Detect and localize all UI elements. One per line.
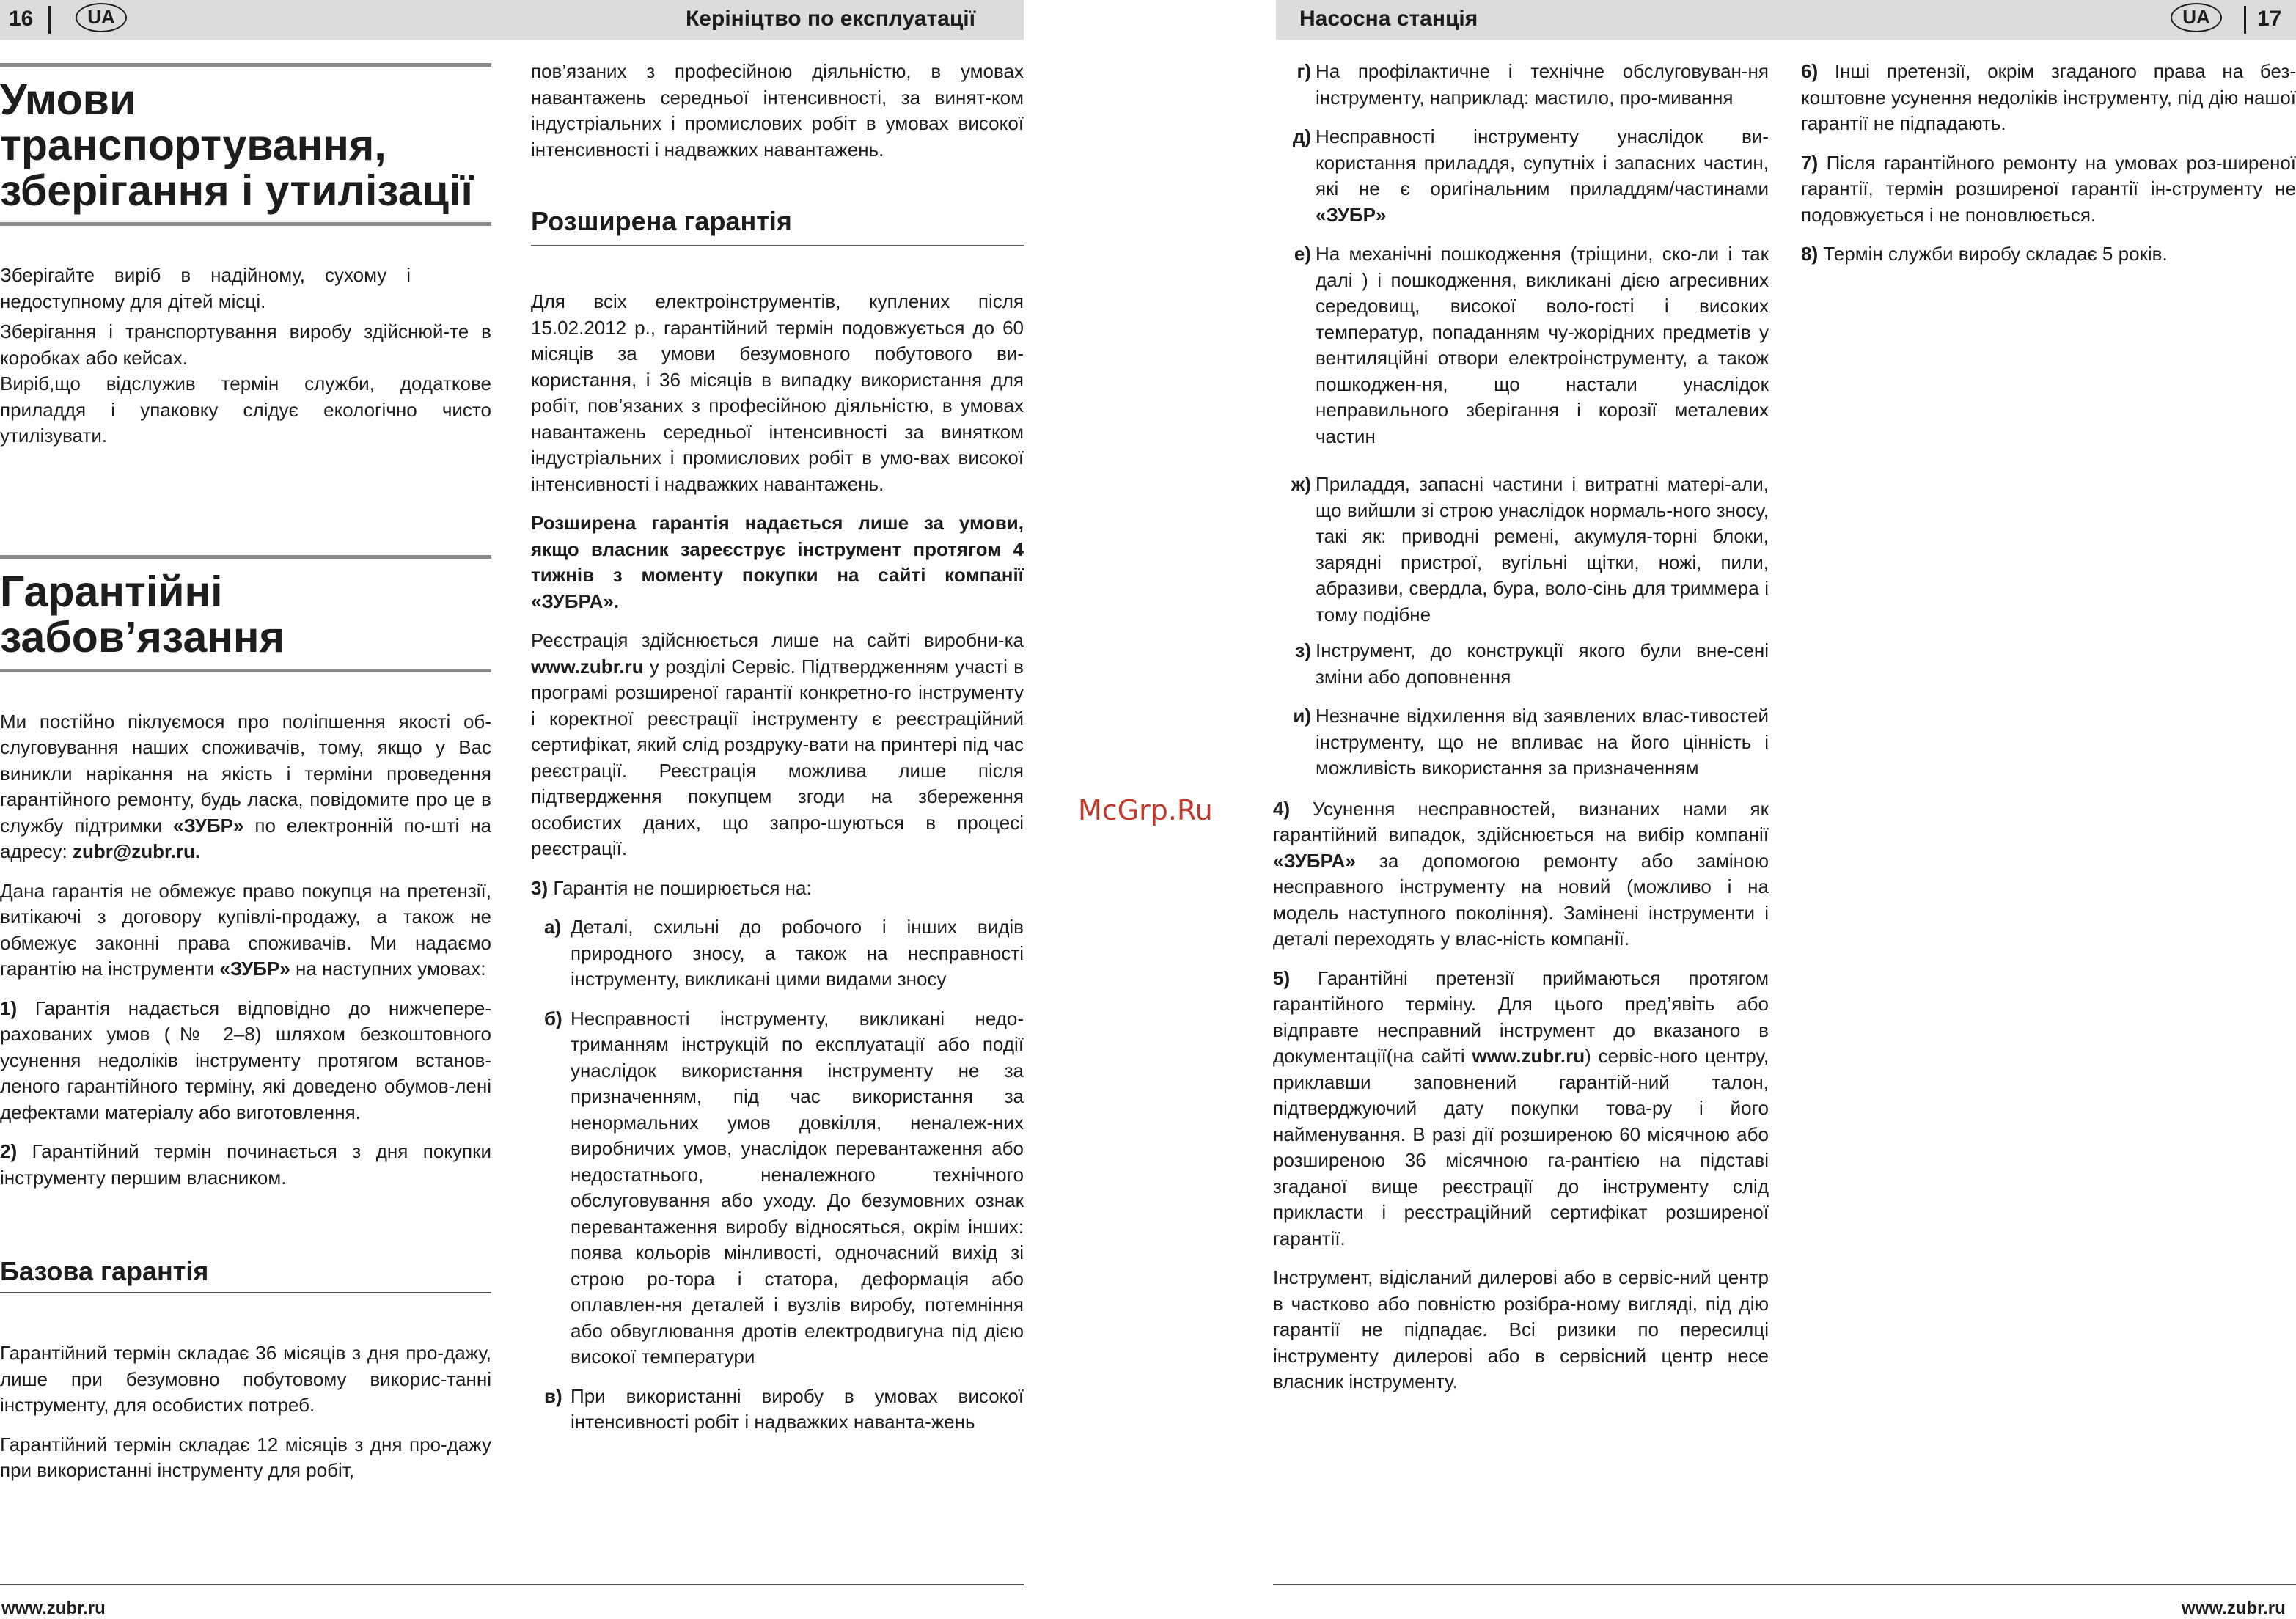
header-divider-left — [48, 6, 51, 34]
exclusion-item-d: д) Несправності інструменту унаслідок ви-користання приладдя, супутніх і запасних частин, які не є оригінальним приладдям/частинами «ЗУБР» — [1292, 125, 1769, 226]
column-1 — [0, 63, 491, 1484]
warranty-item-2: 2) Гарантійний термін починається з дня покупки інструменту першим власником. — [0, 1140, 491, 1189]
extended-warranty-paragraph-1: Для всіх електроінструментів, куплених після 15.02.2012 р., гарантійний термін подовжується до 60 місяців за умови безумовного побутового ви-користання, і 36 місяців в випадку використання для робіт, пов’язаних з професійною діяльністю, в умовах навантажень середньої інтенсивності за винятком індустріальних і промислових робіт в умо-вах високої інтенсивності і надважких навантажень. — [531, 290, 1024, 495]
storage-paragraph-2: Зберігання і транспортування виробу здійснюй-те в коробках або кейсах. — [0, 320, 491, 369]
heading-rule-top — [0, 63, 491, 67]
extended-warranty-paragraph-3: Реєстрація здійснюється лише на сайті виробни-ка www.zubr.ru у розділі Сервіс. Підтвердженням участі в програмі розширеної гарантії конкретно-го інструменту і коректної реєстрації інструменту є реєстраційний сертифікат, який слід роздруку-вати на принтері під час реєстрації. Реєстрація можлива лише після підтвердження покупцем згоди на збереження особистих даних, що запро-шуються в процесі реєстрації. — [531, 629, 1024, 859]
header-title-right: Насосна станція — [1299, 7, 1478, 31]
warranty-item-3: 3) Гарантія не поширюється на: — [531, 876, 812, 899]
storage-heading: Умови транспортування, зберігання і утилізації — [0, 76, 473, 215]
footer-rule-right — [1273, 1584, 2296, 1585]
extended-warranty-paragraph-2: Розширена гарантія надається лише за умови, якщо власник зареєструє інструмент протягом 4 тижнів з моменту покупки на сайті компанії «ЗУБРА». — [531, 512, 1024, 612]
footer-url-left[interactable]: www.zubr.ru — [1, 1598, 106, 1618]
exclusion-item-b: б) Несправності інструменту, викликані недо-триманням інструкцій по експлуатації або події унаслідок використання інструменту не за призначенням, під час використання за ненормальних умов довкілля, неналеж-них виробничих умов, унаслідок перевантаження або недостатнього, неналежного технічного обслуговування або уходу. До безумовних ознак перевантаження виробу відносяться, окрім інших: поява кольорів мінливості, одночасний вихід зі строю ро-тора і статора, деформація або оплавлен-ня деталей і вузлів виробу, потемніння або обвуглювання дротів електродвигуна під дією високої температури — [544, 1007, 1024, 1367]
footer-url-right[interactable]: www.zubr.ru — [2182, 1598, 2286, 1618]
dealer-paragraph: Інструмент, відісланий дилерові або в сервіс-ний центр в частково або повністю розібра-ному вигляді, під дію гарантії не підпадає. Всі ризики по пересилці інструменту дилерові або в сервісний центр несе власник інструменту. — [1273, 1266, 1769, 1392]
exclusion-item-g: г) На профілактичне і технічне обслуговуван-ня інструменту, наприклад: мастило, про-мивання — [1296, 60, 1769, 109]
column-2 — [531, 59, 1024, 1436]
exclusion-item-i: и) Незначне відхилення від заявлених влас-тивостей інструменту, що не впливає на його цінність і можливість використання за призначенням — [1293, 705, 1769, 779]
base-warranty-paragraph-1: Гарантійний термін складає 36 місяців з дня про-дажу, лише при безумовно побутовому викорис-танні інструменту, для особистих потреб. — [0, 1342, 491, 1416]
exclusion-item-z: з) Інструмент, до конструкції якого були вне-сені зміни або доповнення — [1295, 639, 1769, 688]
continuation-paragraph: пов’язаних з професійною діяльністю, в умовах навантажень середньої інтенсивності, за винят-ком індустріальних і промислових робіт в умовах високої інтенсивності і надважких навантажень. — [531, 60, 1024, 161]
page-number-left: 16 — [9, 7, 34, 31]
footer-rule-left — [0, 1584, 1024, 1585]
warranty-item-1: 1) Гарантія надається відповідно до нижчепере-рахованих умов (№ 2–8) шляхом безкоштовного усунення недоліків інструменту протягом встанов-леного гарантійного терміну, які доведено обумов-лені дефектами матеріалу або виготовлення. — [0, 996, 491, 1123]
ua-badge-left: UA — [76, 3, 127, 32]
column-4 — [1801, 59, 2296, 268]
ua-badge-right: UA — [2171, 3, 2222, 32]
header-title-left: Керініцтво по експлуатації — [686, 7, 976, 31]
extended-warranty-heading: Розширена гарантія — [531, 206, 792, 236]
heading-rule-top — [0, 555, 491, 559]
watermark: McGrp.Ru — [1078, 794, 1213, 826]
storage-paragraph-3: Виріб,що відслужив термін служби, додаткове приладдя і упаковку слідує екологічно чисто утилізувати. — [0, 372, 491, 447]
exclusion-item-v: в) При використанні виробу в умовах високої інтенсивності робіт і надважких наванта-жень — [544, 1384, 1024, 1433]
base-warranty-heading: Базова гарантія — [0, 1256, 209, 1286]
warranty-item-7: 7) Після гарантійного ремонту на умовах роз-ширеної гарантії, термін розширеної гарантії ін-струменту не подовжується і не поновлюється. — [1801, 151, 2296, 226]
exclusion-item-e: е) На механічні пошкодження (тріщини, ско-ли і так далі ) і пошкодження, викликані дією агресивних середовищ, високої воло-гості і високих температур, попаданням чу-жорідних предметів у вентиляційні отвори електроінструменту, а також пошкоджен-ня, що настали унаслідок неправильного зберігання і корозії металевих частин — [1294, 243, 1769, 447]
warranty-item-8: 8) Термін служби виробу складає 5 років. — [1801, 243, 2168, 265]
exclusion-item-zh: ж) Приладдя, запасні частини і витратні матері-али, що вийшли зі строю унаслідок нормаль-ного зносу, такі як: приводні ремені, акумуля-торні блоки, зарядні пристрої, вугільні щітки, ножі, пили, абразиви, свердла, бура, воло-сінь для триммера і тому подібне — [1291, 473, 1769, 625]
storage-paragraph-1: Зберігайте виріб в надійному, сухому і недоступному для дітей місці. — [0, 264, 411, 312]
warranty-item-6: 6) Інші претензії, окрім згаданого права на без-коштовне усунення недоліків інструменту, під дію нашої гарантії не підпадають. — [1801, 60, 2296, 134]
warranty-paragraph-2: Дана гарантія не обмежує право покупця на претензії, витікаючі з договору купівлі-продажу, а також не обмежує законні права споживачів. Ми надаємо гарантію на інструменти «ЗУБР» на наступних умовах: — [0, 879, 491, 980]
column-3 — [1273, 59, 1769, 1395]
page-number-right: 17 — [2257, 7, 2282, 31]
header-divider-right — [2244, 6, 2246, 34]
warranty-heading: Гарантійні забов’язання — [0, 567, 285, 661]
warranty-item-5: 5) Гарантійні претензії приймаються протягом гарантійного терміну. Для цього пред’явіть або відправте несправний інструмент до вказаного в документації(на сайті www.zubr.ru) сервіс-ного центру, приклавши заповнений гарантій-ний талон, підтверджуючий дату покупки това-ру і його найменування. В разі дії розширеною 60 місячною або розширеною 36 місячною га-рантією на підставі згаданої вище реєстрації до інструменту слід прикласти і реєстраційний сертифікат розширеної гарантії. — [1273, 966, 1769, 1249]
base-warranty-paragraph-2: Гарантійний термін складає 12 місяців з дня про-дажу при використанні інструменту для робіт, — [0, 1433, 491, 1481]
warranty-paragraph-1: Ми постійно піклуємося про поліпшення якості об-слуговування наших споживачів, тому, якщо у Вас виникли нарікання на якість і терміни проведення гарантійного ремонту, будь ласка, повідомите про це в службу підтримки «ЗУБР» по електронній по-шті на адресу: zubr@zubr.ru. — [0, 710, 492, 862]
exclusion-item-a: а) Деталі, схильні до робочого і інших видів природного зносу, а також на несправності інструменту, викликані цими видами зносу — [544, 916, 1024, 990]
warranty-item-4: 4) Усунення несправностей, визнаних нами як гарантійний випадок, здійснюється на вибір компанії «ЗУБРА» за допомогою ремонту або заміною несправного інструменту на новий (можливо і на модель наступного покоління). Замінені інструменти і деталі переходять у влас-ність компанії. — [1273, 797, 1769, 950]
